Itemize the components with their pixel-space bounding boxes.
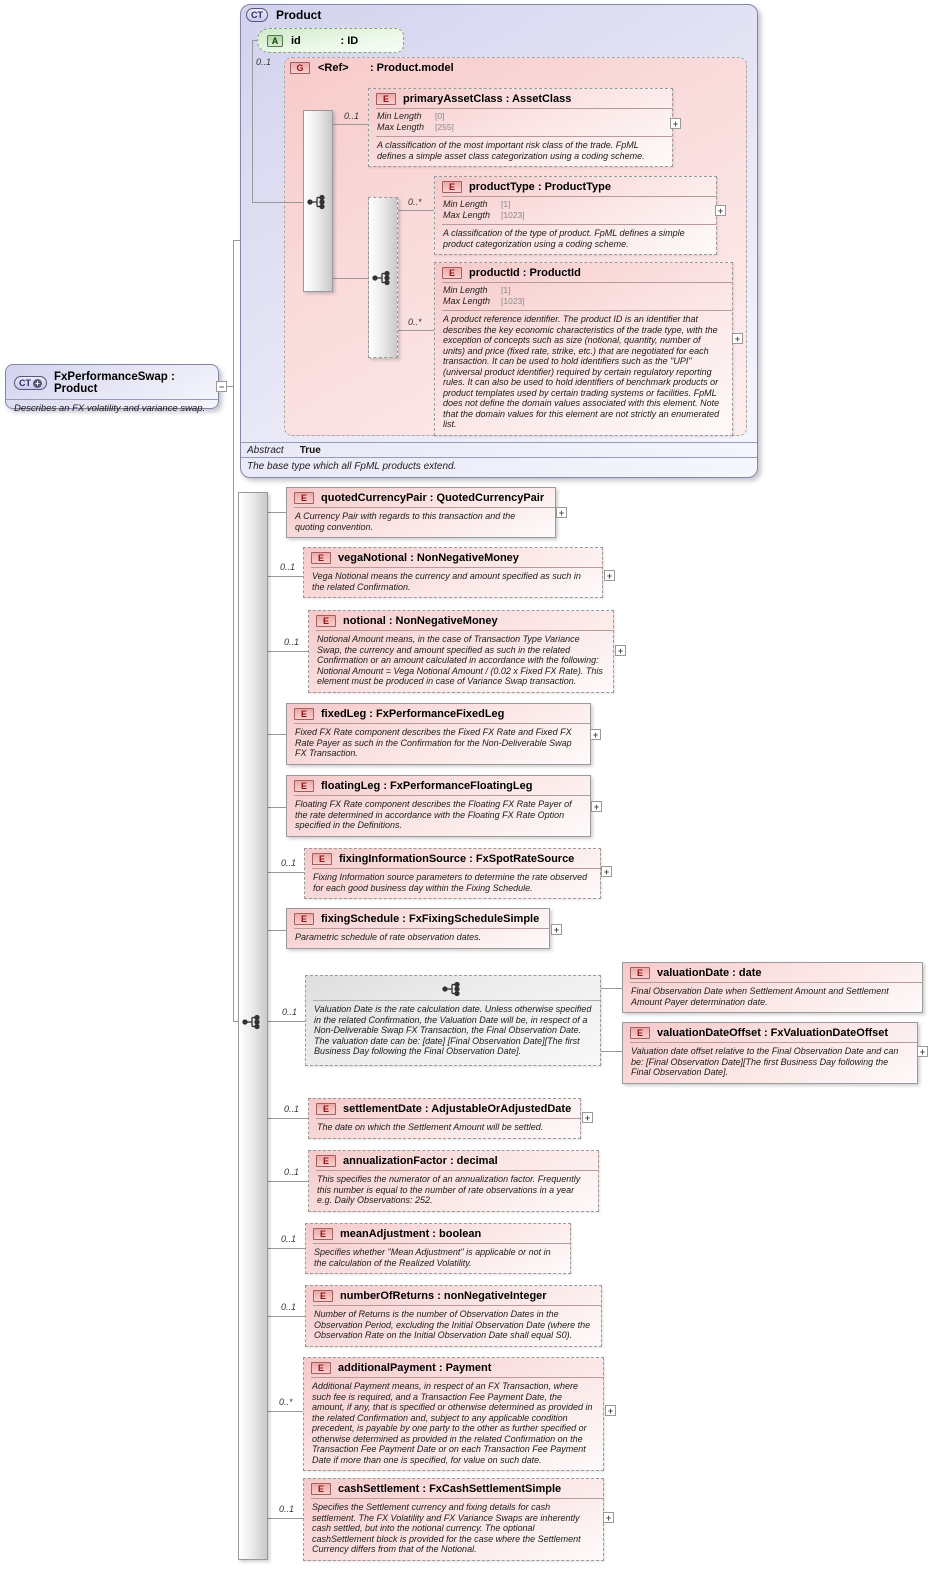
element-annotation: Vega Notional means the currency and amount specified as such in the related Confirmation. [312,571,581,592]
element-icon: E [630,1027,650,1039]
element-title: cashSettlement : FxCashSettlementSimple [338,1483,562,1495]
facet-value: [1023] [501,210,525,220]
product-header [246,8,321,22]
element-annotation: Additional Payment means, in respect of an FX Transaction, where such fee is required, and a Transaction Fee Payment Date, the amount, if any, that is specified or otherwise determined as provided in the related Confirmation and, subject to any applicable condition precedent, is payable by one party to the other as further specified or otherwise determined as provided in the related Confirmation on the Transaction Fee Payment Date or on each Transaction Fee Payment Date if more than one is specified, for value on such date. [312,1381,593,1465]
attribute-id-title: id : ID [291,34,359,47]
element-annotation: Specifies whether "Mean Adjustment" is applicable or not in the calculation of the Realized Volatility. [314,1247,551,1268]
element-icon: E [311,552,331,564]
root-annotation: Describes an FX volatility and variance swap. [14,403,206,414]
element-icon: E [376,93,396,105]
facet-label: Max Length [443,296,491,306]
expand-button[interactable]: + [917,1046,928,1057]
element-icon: E [294,708,314,720]
expand-button[interactable]: + [605,1405,616,1416]
cardinality-label: 0..* [408,317,422,327]
element-fixingSchedule[interactable] [286,908,550,949]
element-icon: E [316,1103,336,1115]
complex-type-icon: CT [246,8,268,22]
element-title: numberOfReturns : nonNegativeInteger [340,1290,547,1302]
facet-value: [255] [435,122,454,132]
facet-table [435,197,716,223]
attribute-icon: A [267,35,283,47]
expand-button[interactable]: + [591,801,602,812]
expand-button[interactable]: + [601,866,612,877]
element-productType[interactable] [434,176,717,255]
connector-line [268,1021,305,1022]
element-annualizationFactor[interactable] [308,1150,599,1212]
element-title: floatingLeg : FxPerformanceFloatingLeg [321,780,533,792]
cardinality-label: 0..1 [281,1234,297,1244]
facet-label: Max Length [377,122,425,132]
connector-line [268,1316,305,1317]
connector-line [601,988,622,989]
element-annotation: A Currency Pair with regards to this transaction and the quoting convention. [295,511,516,532]
element-title: settlementDate : AdjustableOrAdjustedDate [343,1103,572,1115]
element-title: vegaNotional : NonNegativeMoney [338,552,519,564]
expand-button[interactable]: + [556,507,567,518]
expand-button[interactable]: + [590,729,601,740]
valuation-choice-group[interactable] [305,975,601,1066]
element-annotation: Specifies the Settlement currency and fixing details for cash settlement. The FX Volatility and FX Variance Swaps are inherently cash settled, but into the notional currency. The optional cashSettlement block is provided for the case where the Settlement Currency differs from that of the Notional. [312,1502,581,1554]
facet-value: [1023] [501,296,525,306]
element-valuationDate[interactable] [622,962,923,1013]
element-annotation: A classification of the most important risk class of the trade. FpML defines a simple asset class categorization using a coding scheme. [377,140,645,161]
element-title: valuationDate : date [657,967,762,979]
connector-line [268,651,308,652]
divider [241,442,757,443]
cardinality-label: 0..1 [280,562,296,572]
sequence-icon [242,1014,264,1030]
choice-annotation: Valuation Date is the rate calculation date. Unless otherwise specified in the related Confirmation, the Valuation Date will be, in respect of a Non-Deliverable Swap FX Transaction, the Final Observation Date. The valuation date can be: [date] [Final Observation Date][The first Business Day following the Final Observation Date]. [314,1004,592,1056]
sequence-bar[interactable] [368,197,398,358]
main-sequence-bar[interactable] [238,492,268,1560]
element-icon: E [294,780,314,792]
cardinality-label: 0..1 [256,57,272,67]
connector-line [268,1181,308,1182]
abstract-label: Abstract [247,445,284,456]
element-title: additionalPayment : Payment [338,1362,492,1374]
element-icon: E [294,913,314,925]
expand-button[interactable]: + [670,118,681,129]
connector-line [333,278,368,279]
cardinality-label: 0..1 [284,1167,300,1177]
abstract-row [247,445,321,456]
connector-line [268,734,286,735]
sequence-bar[interactable] [303,110,333,292]
product-title: Product [276,8,322,22]
extension-plus-icon: + [33,379,42,388]
element-annotation: Parametric schedule of rate observation dates. [295,932,482,942]
element-icon: E [294,492,314,504]
element-annotation: The date on which the Settlement Amount will be settled. [317,1122,544,1132]
element-primaryAssetClass[interactable] [368,88,673,167]
expand-button[interactable]: + [582,1112,593,1123]
element-icon: E [311,1483,331,1495]
element-title: notional : NonNegativeMoney [343,615,498,627]
element-settlementDate[interactable] [308,1098,581,1139]
connector-line [253,202,303,203]
connector-line [252,40,253,203]
connector-line [601,1051,622,1052]
element-annotation: Fixing Information source parameters to determine the rate observed for each good business day within the Fixing Schedule. [313,872,588,893]
element-annotation: Valuation date offset relative to the Final Observation Date and can be: [Final Observation Date][The first Business Day following the Final Observation Date]. [631,1046,899,1077]
element-title: productId : ProductId [469,267,581,279]
element-notional[interactable] [308,610,614,693]
element-icon: E [312,853,332,865]
facet-table [435,283,732,309]
connector-line [398,210,434,211]
element-floatingLeg[interactable] [286,775,591,837]
complex-type-derived-icon: CT + [14,376,47,390]
element-icon: E [630,967,650,979]
facet-label: Max Length [443,210,491,220]
element-annotation: Notional Amount means, in the case of Transaction Type Variance Swap, the currency and amount specified as such in the related Confirmation or an amount calculated in accordance with the following: Notional Amount = Vega Notional Amount / (0.02 x Fixed FX Rate). This element must be produced in case of Variance Swap transaction. [317,634,603,686]
element-icon: E [316,1155,336,1167]
element-icon: E [316,615,336,627]
expand-button[interactable]: + [615,645,626,656]
cardinality-label: 0..* [279,1397,293,1407]
expand-button[interactable]: + [732,333,743,344]
cardinality-label: 0..1 [284,1104,300,1114]
facet-label: Min Length [443,199,488,209]
facet-value: [1] [501,199,511,209]
element-icon: E [313,1290,333,1302]
connector-line [268,1518,303,1519]
element-cashSettlement[interactable] [303,1478,604,1561]
element-annotation: Number of Returns is the number of Observation Dates in the Observation Period, excluding the Initial Observation Date (where the Observation Rate on the Initial Observation Date shall equal S0). [314,1309,591,1340]
sequence-icon [307,194,329,210]
facet-label: Min Length [443,285,488,295]
ref-group-header [290,62,454,74]
expand-button[interactable]: + [551,924,562,935]
cardinality-label: 0..1 [284,637,300,647]
element-title: primaryAssetClass : AssetClass [403,93,572,105]
collapse-button[interactable]: − [216,381,227,392]
expand-button[interactable]: + [604,570,615,581]
connector-line [234,240,240,241]
connector-line [333,124,368,125]
element-icon: E [442,267,462,279]
root-type-box[interactable] [5,364,219,414]
element-quotedCurrencyPair[interactable] [286,487,556,538]
element-annotation: Fixed FX Rate component describes the Fixed FX Rate and Fixed FX Rate Payer as such in the Confirmation for the Non-Deliverable Swap FX Transaction. [295,727,572,758]
element-title: fixingSchedule : FxFixingScheduleSimple [321,913,540,925]
sequence-icon [442,981,464,997]
connector-line [268,1118,308,1119]
cardinality-label: 0..1 [282,1007,298,1017]
connector-line [268,930,286,931]
element-annotation: A classification of the type of product. FpML defines a simple product categorization using a coding scheme. [443,228,685,249]
connector-line [268,1411,303,1412]
element-meanAdjustment[interactable] [305,1223,571,1274]
cardinality-label: 0..1 [279,1504,295,1514]
cardinality-label: 0..1 [344,111,360,121]
cardinality-label: 0..1 [281,1302,297,1312]
cardinality-label: 0..* [408,197,422,207]
divider [241,457,757,458]
element-title: meanAdjustment : boolean [340,1228,482,1240]
expand-button[interactable]: + [715,205,726,216]
choice-header [306,976,600,999]
connector-line [268,512,286,513]
element-icon: E [313,1228,333,1240]
expand-button[interactable]: + [603,1512,614,1523]
element-icon: E [442,181,462,193]
element-annotation: Floating FX Rate component describes the Floating FX Rate Payer of the rate determined in accordance with the Floating FX Rate Option specified in the Definitions. [295,799,572,830]
facet-label: Min Length [377,111,422,121]
element-vegaNotional[interactable] [303,547,603,598]
element-title: fixedLeg : FxPerformanceFixedLeg [321,708,505,720]
root-header [6,365,218,398]
element-title: fixingInformationSource : FxSpotRateSource [339,853,575,865]
element-title: valuationDateOffset : FxValuationDateOffset [657,1027,889,1039]
element-valuationDateOffset[interactable] [622,1022,918,1084]
element-annotation: This specifies the numerator of an annualization factor. Frequently this number is equal to the number of rate observations in a year e.g. Daily Observations: 252. [317,1174,581,1205]
element-fixedLeg[interactable] [286,703,591,765]
connector-line [268,1248,305,1249]
connector-line [268,576,303,577]
facet-table [369,109,672,135]
product-annotation: The base type which all FpML products extend. [247,461,457,472]
group-icon: G [290,62,310,74]
connector-line [398,330,434,331]
connector-line [268,807,286,808]
connector-line [233,240,234,1022]
element-fixingInformationSource[interactable] [304,848,601,899]
connector-line [268,872,304,873]
element-annotation: Final Observation Date when Settlement Amount and Settlement Amount Payer determination date. [631,986,889,1007]
element-title: annualizationFactor : decimal [343,1155,498,1167]
facet-value: [1] [501,285,511,295]
element-annotation: A product reference identifier. The product ID is an identifier that describes the key economic characteristics of the trade type, with the exception of concepts such as size (notional, quantity, number of units) and price (fixed rate, strike, etc.) that are negotiated for each transaction. It can be used to hold identifiers such as the "UPI" (universal product identifier) required by certain regulatory reporting rules. It can also be used to hold identifiers of benchmark products or product templates used by certain trading systems or facilities. FpML does not define the domain values associated with this element. Note that the domain values for this element are not strictly an enumerated list. [443,314,720,429]
ref-group-title: <Ref> : Product.model [318,62,454,74]
attribute-id-box[interactable] [257,28,404,53]
element-icon: E [311,1362,331,1374]
element-productId[interactable] [434,262,733,436]
sequence-icon [372,270,394,286]
element-title: productType : ProductType [469,181,611,193]
element-title: quotedCurrencyPair : QuotedCurrencyPair [321,492,545,504]
abstract-value: True [299,445,321,456]
root-title: FxPerformanceSwap : Product [54,371,175,395]
element-numberOfReturns[interactable] [305,1285,602,1347]
facet-value: [0] [435,111,445,121]
cardinality-label: 0..1 [281,858,297,868]
element-additionalPayment[interactable] [303,1357,604,1471]
